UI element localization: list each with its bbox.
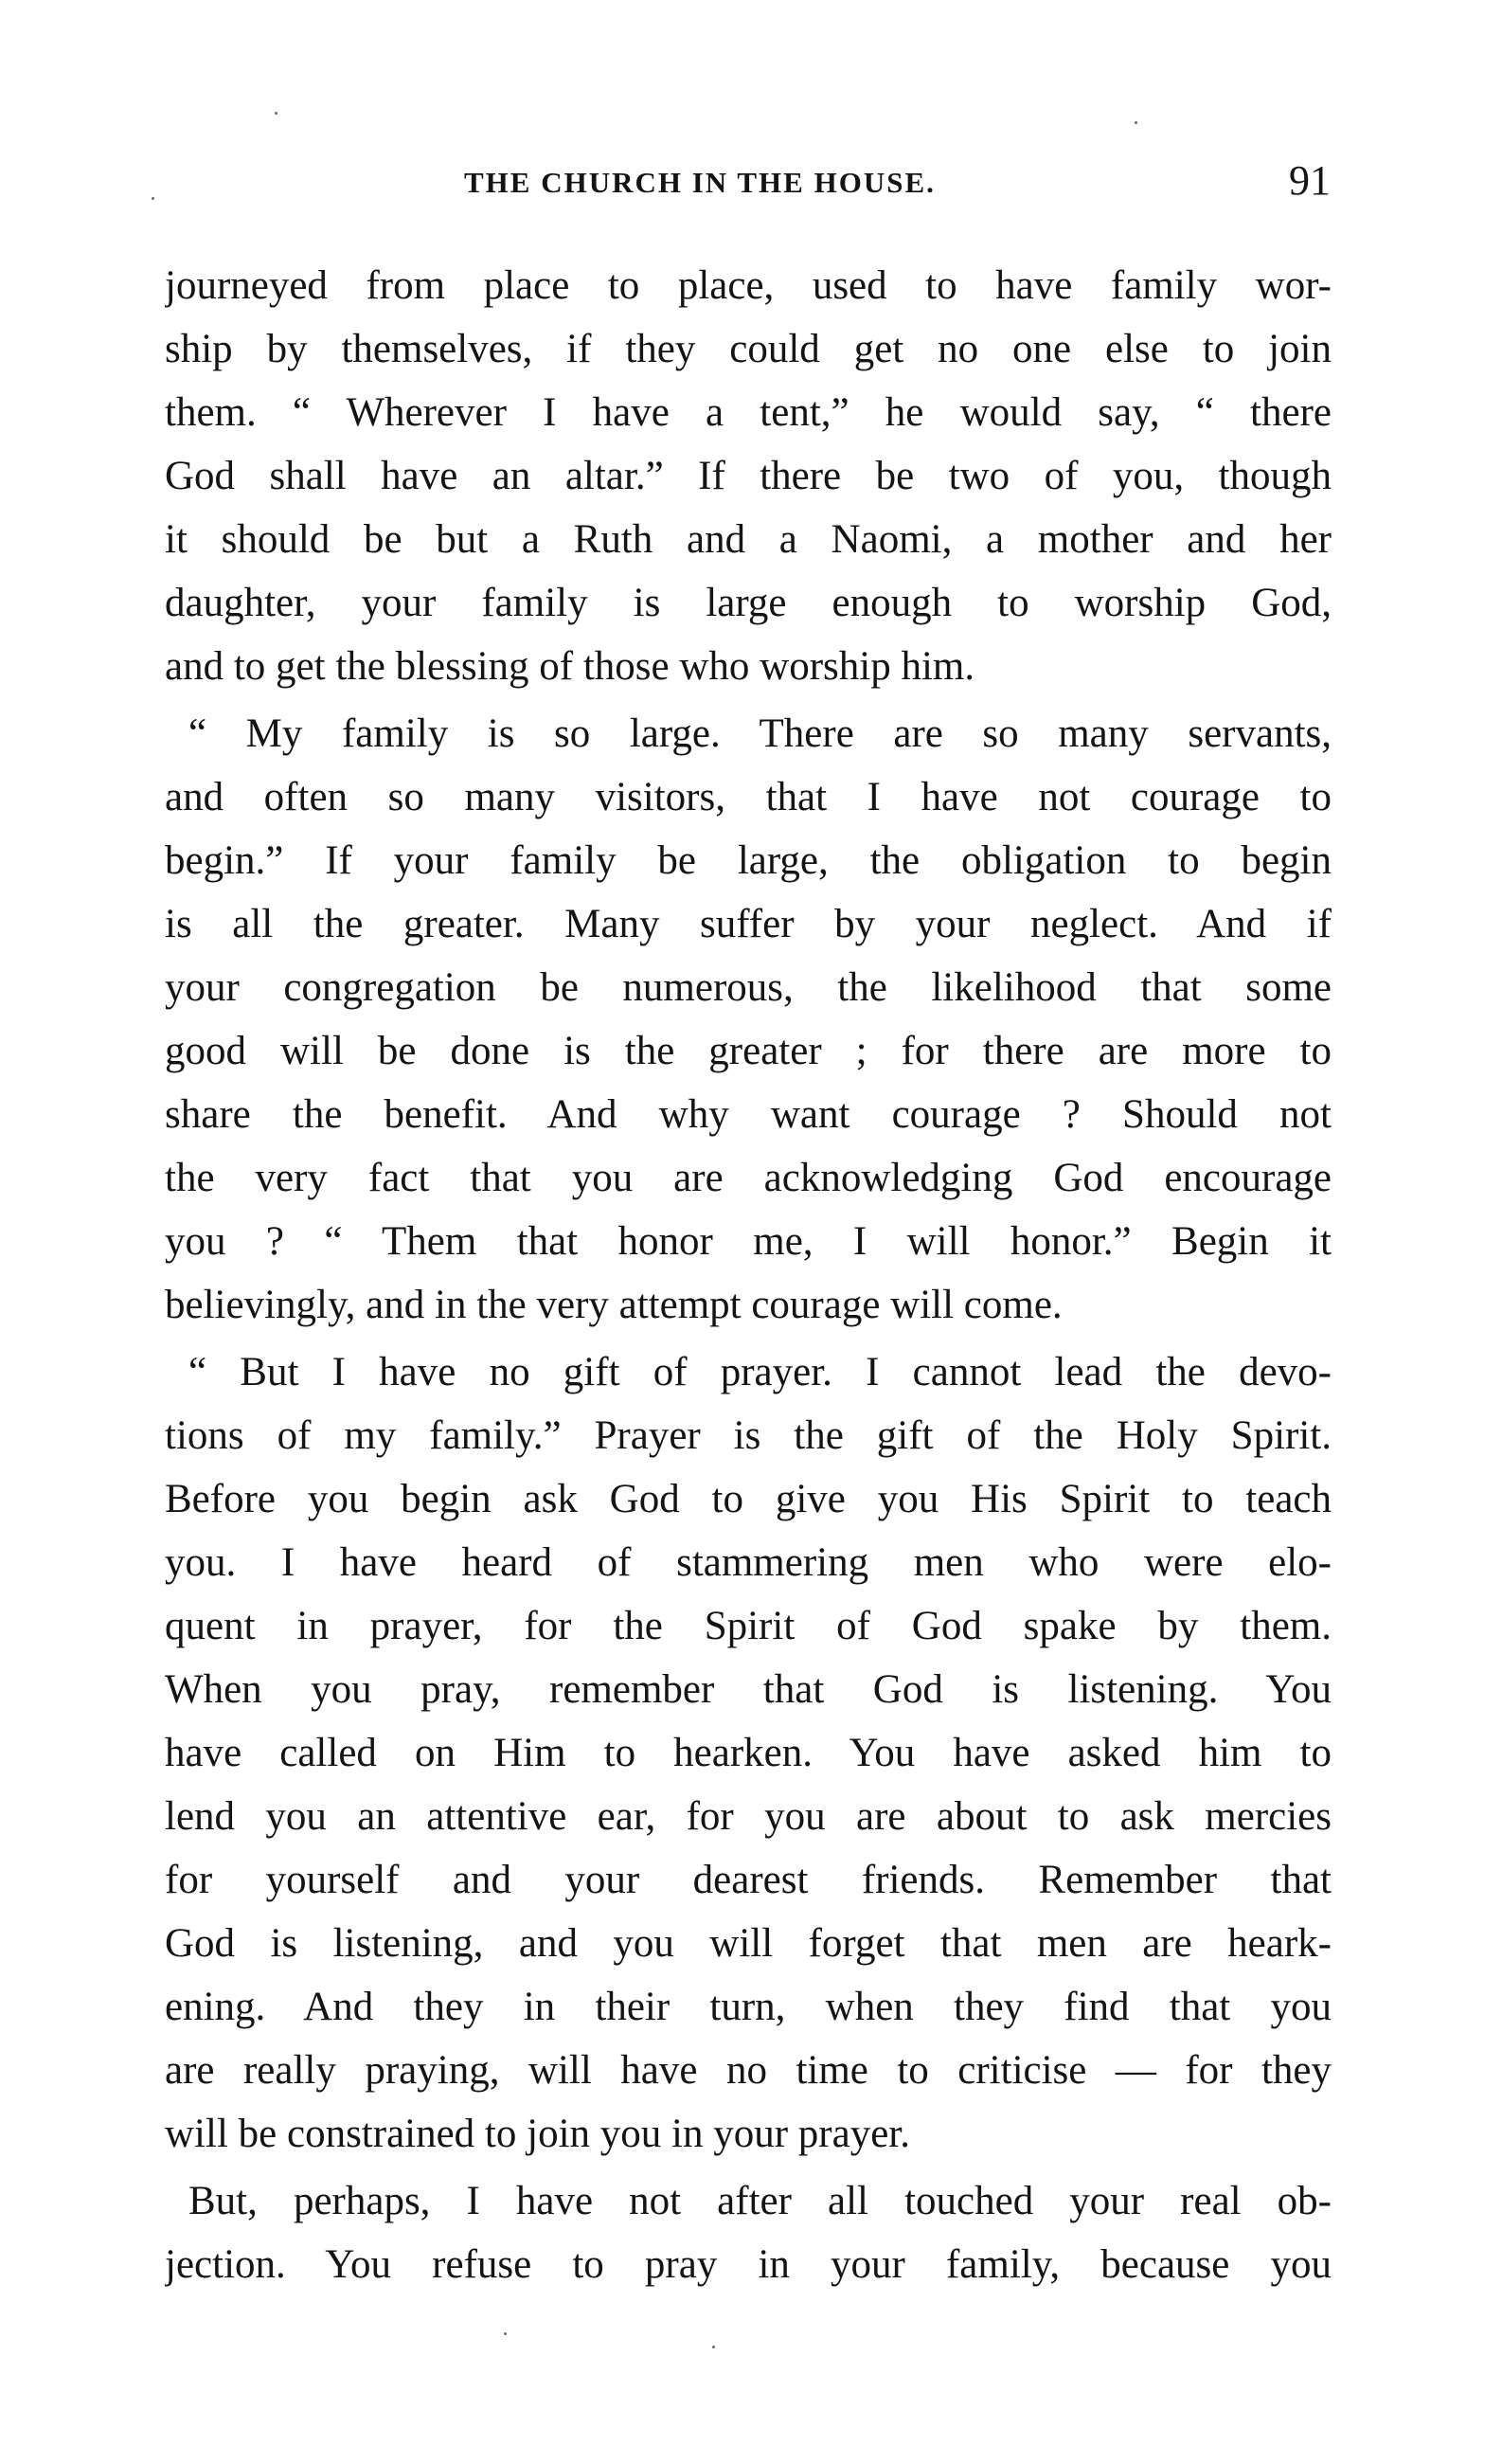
text-line: will be constrained to join you in your prayer. bbox=[165, 2112, 910, 2156]
text-line: you. I have heard of stammering men who were elo- bbox=[165, 1540, 1332, 1585]
text-line: for yourself and your dearest friends. Remember that bbox=[165, 1858, 1332, 1902]
text-line: you ? “ Them that honor me, I will honor.” Begin it bbox=[165, 1219, 1332, 1264]
text-line: it should be but a Ruth and a Naomi, a mother and her bbox=[165, 517, 1332, 562]
text-line: ening. And they in their turn, when they find that you bbox=[165, 1985, 1332, 2029]
text-line: God is listening, and you will forget that men are heark- bbox=[165, 1921, 1332, 1966]
text-line: believingly, and in the very attempt courage will come. bbox=[165, 1283, 1063, 1327]
text-line: and often so many visitors, that I have not courage to bbox=[165, 775, 1332, 819]
text-line: When you pray, remember that God is listening. You bbox=[165, 1667, 1332, 1712]
text-line: have called on Him to hearken. You have asked him to bbox=[165, 1731, 1332, 1775]
text-line: them. “ Wherever I have a tent,” he would say, “ there bbox=[165, 390, 1332, 435]
body-text bbox=[165, 254, 1332, 2296]
text-line: tions of my family.” Prayer is the gift of the Holy Spirit. bbox=[165, 1413, 1332, 1458]
text-line: are really praying, will have no time to criticise — for they bbox=[165, 2048, 1332, 2093]
text-line: ship by themselves, if they could get no one else to join bbox=[165, 327, 1332, 371]
text-line: begin.” If your family be large, the obligation to begin bbox=[165, 838, 1332, 883]
print-speck bbox=[152, 197, 154, 200]
text-line: Before you begin ask God to give you His Spirit to teach bbox=[165, 1477, 1332, 1521]
text-line: the very fact that you are acknowledging God encourage bbox=[165, 1156, 1332, 1200]
print-speck bbox=[504, 2332, 507, 2335]
print-speck bbox=[712, 2346, 715, 2348]
page-number: 91 bbox=[1289, 157, 1331, 204]
text-line: and to get the blessing of those who worship him. bbox=[165, 644, 975, 689]
text-line: “ My family is so large. There are so many servants, bbox=[188, 711, 1332, 756]
print-speck bbox=[1135, 121, 1137, 124]
text-line: lend you an attentive ear, for you are about to ask mercies bbox=[165, 1794, 1332, 1839]
text-line: daughter, your family is large enough to worship God, bbox=[165, 581, 1332, 625]
text-line: share the benefit. And why want courage ? Should not bbox=[165, 1092, 1332, 1137]
running-title: THE CHURCH IN THE HOUSE. bbox=[464, 166, 936, 199]
text-line: your congregation be numerous, the likelihood that some bbox=[165, 965, 1332, 1010]
text-line: jection. You refuse to pray in your family, because you bbox=[165, 2242, 1332, 2287]
text-line: journeyed from place to place, used to have family wor- bbox=[165, 263, 1332, 308]
text-line: is all the greater. Many suffer by your neglect. And if bbox=[165, 902, 1332, 946]
text-line: good will be done is the greater ; for there are more to bbox=[165, 1029, 1332, 1073]
text-line: But, perhaps, I have not after all touched your real ob- bbox=[188, 2179, 1332, 2223]
text-line: quent in prayer, for the Spirit of God spake by them. bbox=[165, 1604, 1332, 1648]
text-line: “ But I have no gift of prayer. I cannot lead the devo- bbox=[188, 1350, 1332, 1394]
text-line: God shall have an altar.” If there be two of you, though bbox=[165, 454, 1332, 498]
print-speck bbox=[275, 112, 277, 115]
running-head bbox=[166, 156, 1331, 213]
